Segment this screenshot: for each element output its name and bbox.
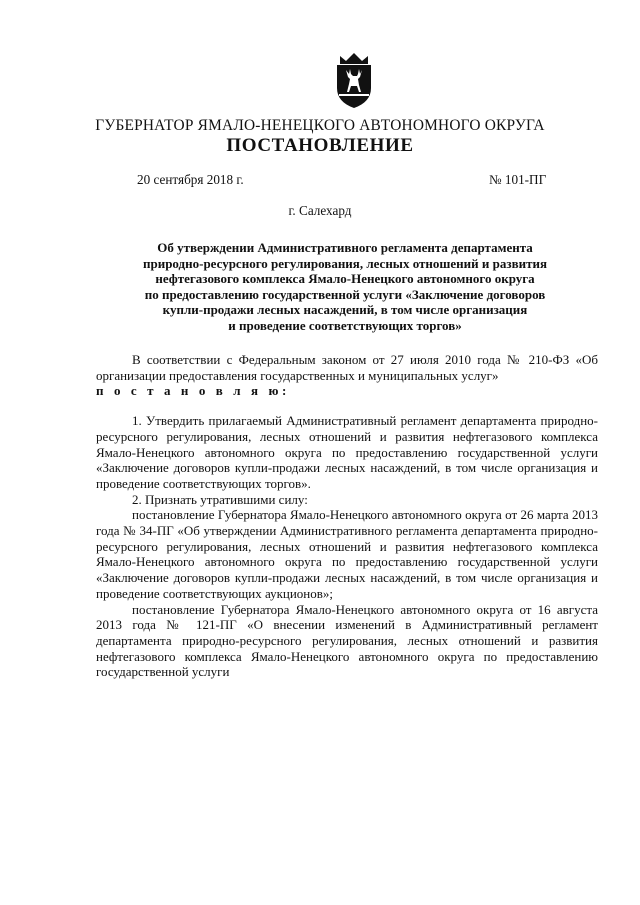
document-city: г. Салехард (288, 203, 352, 218)
item-2a-paragraph: постановление Губернатора Ямало-Ненецкого автономного округа от 26 марта 2013 года № 34-ПГ «Об утверждении Административного регламента департамента природно-ресурсного регулирования, лесных отношений и развития нефтегазового комплекса Ямало-Ненецкого автономного округа по предоставлению государственной услуги «Заключение договоров купли-продажи лесных насаждений, в том числе организация и проведение соответствующих аукционов»; (96, 507, 598, 601)
document-type: ПОСТАНОВЛЕНИЕ (226, 135, 414, 156)
authority-name: ГУБЕРНАТОР ЯМАЛО-НЕНЕЦКОГО АВТОНОМНОГО ОКРУГА (95, 117, 545, 134)
item-2b-paragraph: постановление Губернатора Ямало-Ненецкого автономного округа от 16 августа 2013 года № 121-ПГ «О внесении изменений в Административный регламент департамента природно-ресурсного регулирования, лесных отношений и развития нефтегазового комплекса Ямало-Ненецкого автономного округа по предоставлению государственной услуги (96, 601, 598, 680)
document-body (96, 352, 598, 680)
title-line: купли-продажи лесных насаждений, в том числе организация (162, 302, 528, 317)
title-line: Об утверждении Административного регламента департамента (157, 240, 533, 255)
document-date: 20 сентября 2018 г. (137, 172, 244, 187)
title-line: природно-ресурсного регулирования, лесных отношений и развития (142, 255, 547, 271)
title-line: нефтегазового комплекса Ямало-Ненецкого автономного округа (155, 271, 535, 286)
title-line: и проведение соответствующих торгов» (228, 317, 462, 333)
item-2-paragraph: 2. Признать утратившими силу: (132, 491, 308, 507)
document-title (95, 240, 595, 333)
yanao-coat-of-arms-icon (331, 52, 377, 110)
title-line: по предоставлению государственной услуги «Заключение договоров (144, 286, 546, 302)
decree-word: п о с т а н о в л я ю: (96, 383, 290, 399)
document-number: № 101-ПГ (489, 172, 547, 187)
item-1-paragraph: 1. Утвердить прилагаемый Административный регламент департамента природно-ресурсного регулирования, лесных отношений и развития нефтегазового комплекса Ямало-Ненецкого автономного округа по предоставлению государственной услуги «Заключение договоров купли-продажи лесных насаждений, в том числе организация и проведение соответствующих торгов». (96, 413, 598, 491)
preamble-paragraph: В соответствии с Федеральным законом от 27 июля 2010 года № 210-ФЗ «Об организации предоставления государственных и муниципальных услуг» (96, 352, 598, 383)
